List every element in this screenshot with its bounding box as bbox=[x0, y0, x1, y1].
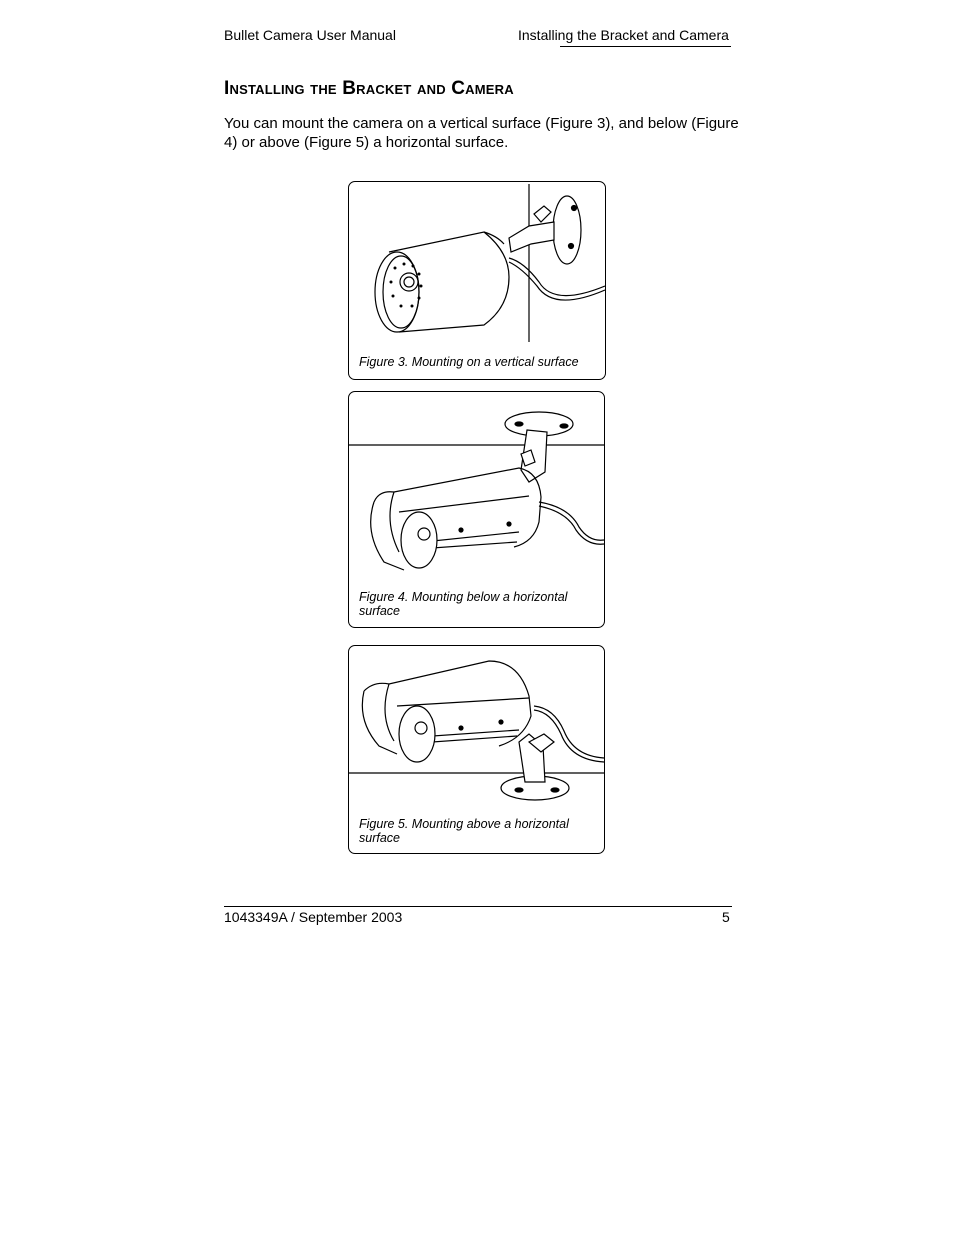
figure-4-caption: Figure 4. Mounting below a horizontal surface bbox=[359, 590, 568, 618]
figure-3-caption: Figure 3. Mounting on a vertical surface bbox=[359, 355, 579, 369]
figure-5-caption: Figure 5. Mounting above a horizontal surface bbox=[359, 817, 569, 845]
footer-rule bbox=[224, 906, 732, 907]
section-title: Installing the Bracket and Camera bbox=[224, 78, 514, 99]
header-rule bbox=[560, 46, 731, 47]
document-number: 1043349A / September 2003 bbox=[224, 909, 403, 925]
figure-5-illustration bbox=[349, 646, 604, 816]
running-header-section: Installing the Bracket and Camera bbox=[518, 27, 729, 43]
page-number: 5 bbox=[722, 909, 730, 925]
running-header-title: Bullet Camera User Manual bbox=[224, 27, 396, 43]
figure-5 bbox=[348, 645, 605, 854]
figure-4 bbox=[348, 391, 605, 628]
figure-3 bbox=[348, 181, 606, 380]
figure-3-illustration bbox=[349, 182, 605, 352]
figure-4-illustration bbox=[349, 392, 604, 587]
intro-paragraph: You can mount the camera on a vertical surface (Figure 3), and below (Figure 4) or above (Figure 5) a horizontal surface. bbox=[224, 115, 739, 151]
